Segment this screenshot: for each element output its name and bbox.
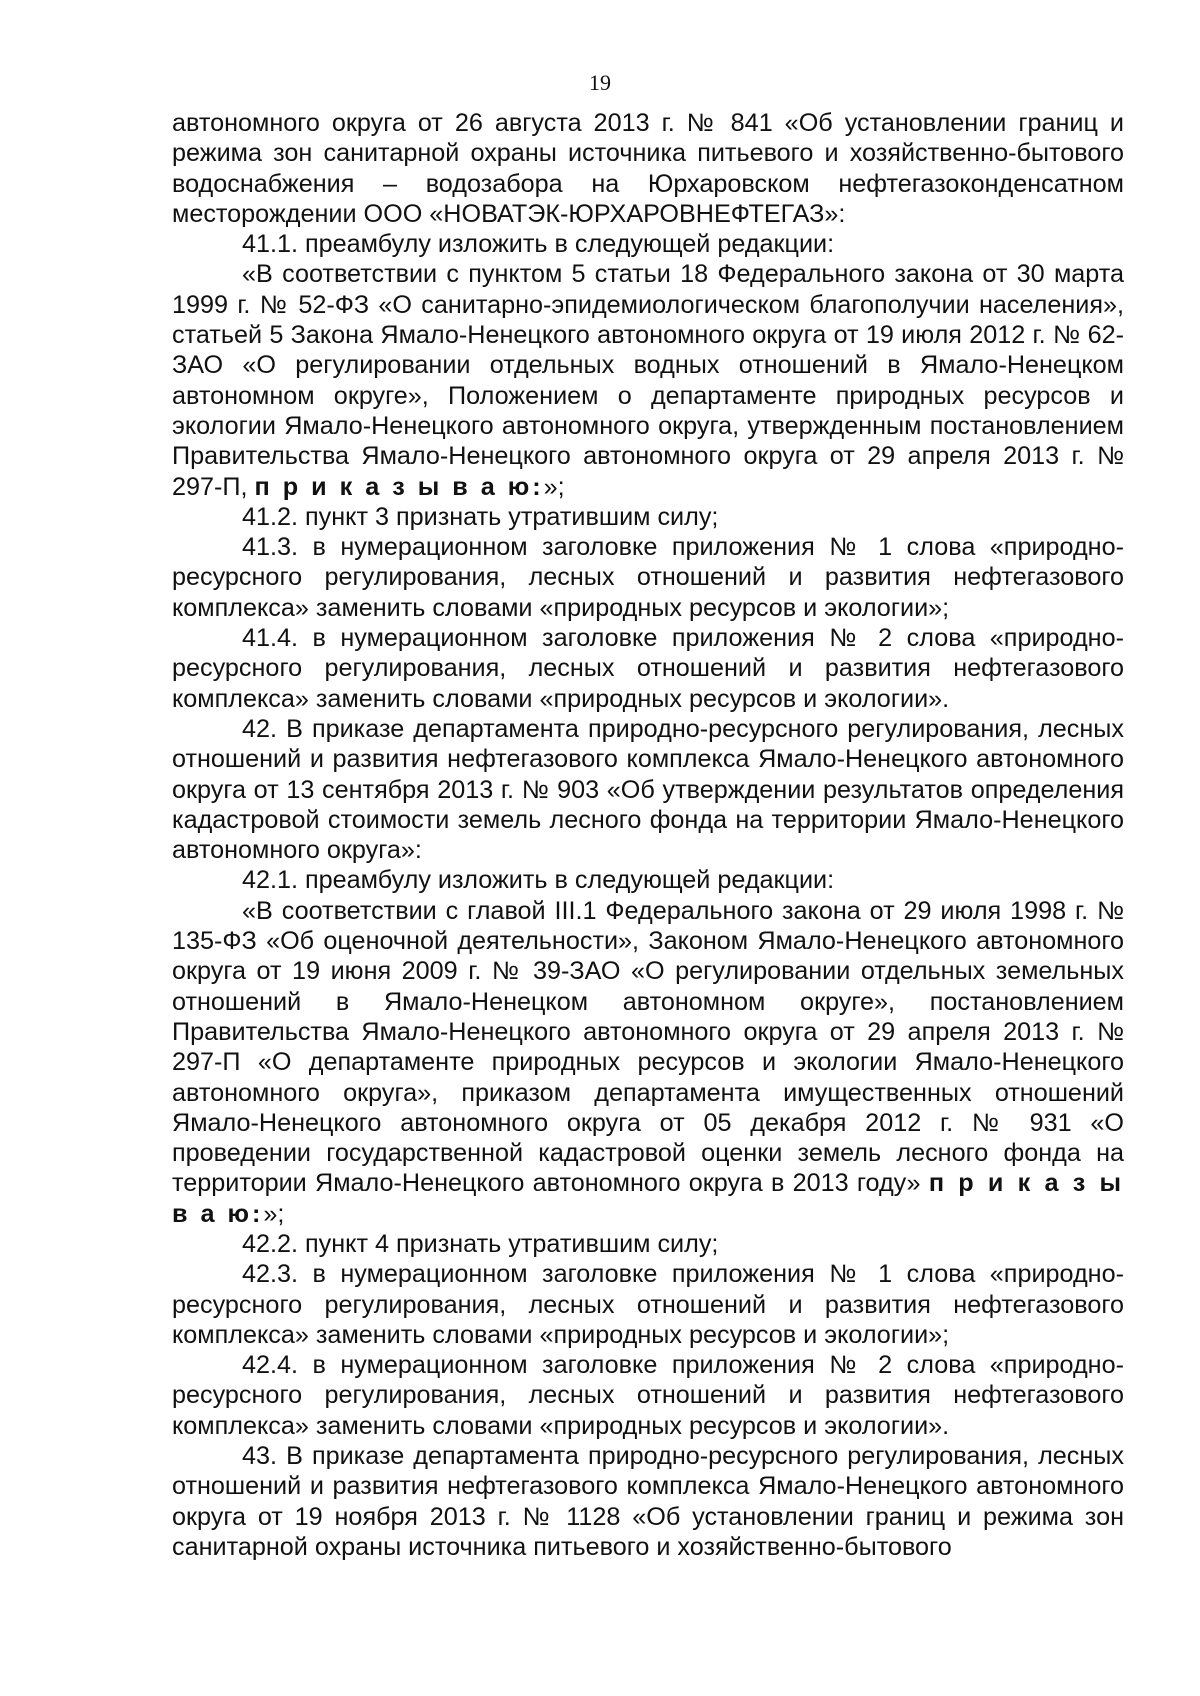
paragraph-42-1 (172, 865, 1124, 895)
paragraph-41-2 (172, 502, 1124, 532)
paragraph-42-4 (172, 1350, 1124, 1441)
page-number: 19 (589, 70, 611, 95)
paragraph-text: 41.1. преамбулу изложить в следующей редакции: (242, 230, 835, 259)
paragraph-continuation (172, 108, 1124, 229)
paragraph-text: 41.4. в нумерационном заголовке приложения № 2 слова «природно-ресурсного регулирования, лесных отношений и развития нефтегазового комплекса» заменить словами «природных ресурсов и экологии». (172, 624, 1124, 713)
paragraph-41-1-preamble (172, 259, 1124, 501)
paragraph-42-1-preamble (172, 896, 1124, 1229)
paragraph-42-3 (172, 1259, 1124, 1350)
paragraph-text-end: »; (263, 1199, 285, 1228)
paragraph-text-end: »; (543, 472, 565, 501)
paragraph-text: 42. В приказе департамента природно-ресурсного регулирования, лесных отношений и развития нефтегазового комплекса Ямало-Ненецкого автономного округа от 13 сентября 2013 г. № 903 «Об утверждении результатов определения кадастровой стоимости земель лесного фонда на территории Ямало-Ненецкого автономного округа»: (172, 714, 1124, 865)
paragraph-text: 42.4. в нумерационном заголовке приложения № 2 слова «природно-ресурсного регулирования, лесных отношений и развития нефтегазового комплекса» заменить словами «природных ресурсов и экологии». (172, 1351, 1124, 1440)
paragraph-text: «В соответствии с пунктом 5 статьи 18 Федерального закона от 30 марта 1999 г. № 52-ФЗ «О санитарно-эпидемиологическом благополучии населения», статьей 5 Закона Ямало-Ненецкого автономного округа от 19 июля 2012 г. № 62-ЗАО «О регулировании отдельных водных отношений в Ямало-Ненецком автономном округе», Положением о департаменте природных ресурсов и экологии Ямало-Ненецкого автономного округа, утвержденным постановлением Правительства Ямало-Ненецкого автономного округа от 29 апреля 2013 г. № 297-П, (172, 260, 1124, 501)
paragraph-41-1 (172, 229, 1124, 259)
paragraph-text: 42.2. пункт 4 признать утратившим силу; (242, 1229, 719, 1258)
paragraph-42-2 (172, 1229, 1124, 1259)
paragraph-41-3 (172, 532, 1124, 623)
document-body (172, 108, 1124, 1562)
paragraph-text: 42.1. преамбулу изложить в следующей редакции: (242, 866, 835, 895)
paragraph-text: «В соответствии с главой III.1 Федерального закона от 29 июля 1998 г. № 135-ФЗ «Об оценочной деятельности», Законом Ямало-Ненецкого автономного округа от 19 июня 2009 г. № 39-ЗАО «О регулировании отдельных земельных отношений в Ямало-Ненецком автономном округе», постановлением Правительства Ямало-Ненецкого автономного округа от 29 апреля 2013 г. № 297-П «О департаменте природных ресурсов и экологии Ямало-Ненецкого автономного округа», приказом департамента имущественных отношений Ямало-Ненецкого автономного округа от 05 декабря 2012 г. № 931 «О проведении государственной кадастровой оценки земель лесного фонда на территории Ямало-Ненецкого автономного округа в 2013 году» (172, 896, 1124, 1198)
paragraph-text: 43. В приказе департамента природно-ресурсного регулирования, лесных отношений и развития нефтегазового комплекса Ямало-Ненецкого автономного округа от 19 ноября 2013 г. № 1128 «Об установлении границ и режима зон санитарной охраны источника питьевого и хозяйственно-бытового (172, 1442, 1124, 1561)
paragraph-43 (172, 1441, 1124, 1562)
paragraph-text: автономного округа от 26 августа 2013 г. № 841 «Об установлении границ и режима зон санитарной охраны источника питьевого и хозяйственно-бытового водоснабжения – водозабора на Юрхаровском нефтегазоконденсатном месторождении ООО «НОВАТЭК-ЮРХАРОВНЕФТЕГАЗ»: (172, 109, 1124, 228)
paragraph-41-4 (172, 623, 1124, 714)
paragraph-text: 41.3. в нумерационном заголовке приложения № 1 слова «природно-ресурсного регулирования, лесных отношений и развития нефтегазового комплекса» заменить словами «природных ресурсов и экологии»; (172, 533, 1124, 622)
paragraph-text: 42.3. в нумерационном заголовке приложения № 1 слова «природно-ресурсного регулирования, лесных отношений и развития нефтегазового комплекса» заменить словами «природных ресурсов и экологии»; (172, 1260, 1124, 1349)
paragraph-42 (172, 714, 1124, 865)
order-keyword: п р и к а з ы в а ю: (172, 1169, 1124, 1228)
order-keyword: п р и к а з ы в а ю: (254, 472, 544, 501)
paragraph-text: 41.2. пункт 3 признать утратившим силу; (242, 502, 719, 531)
